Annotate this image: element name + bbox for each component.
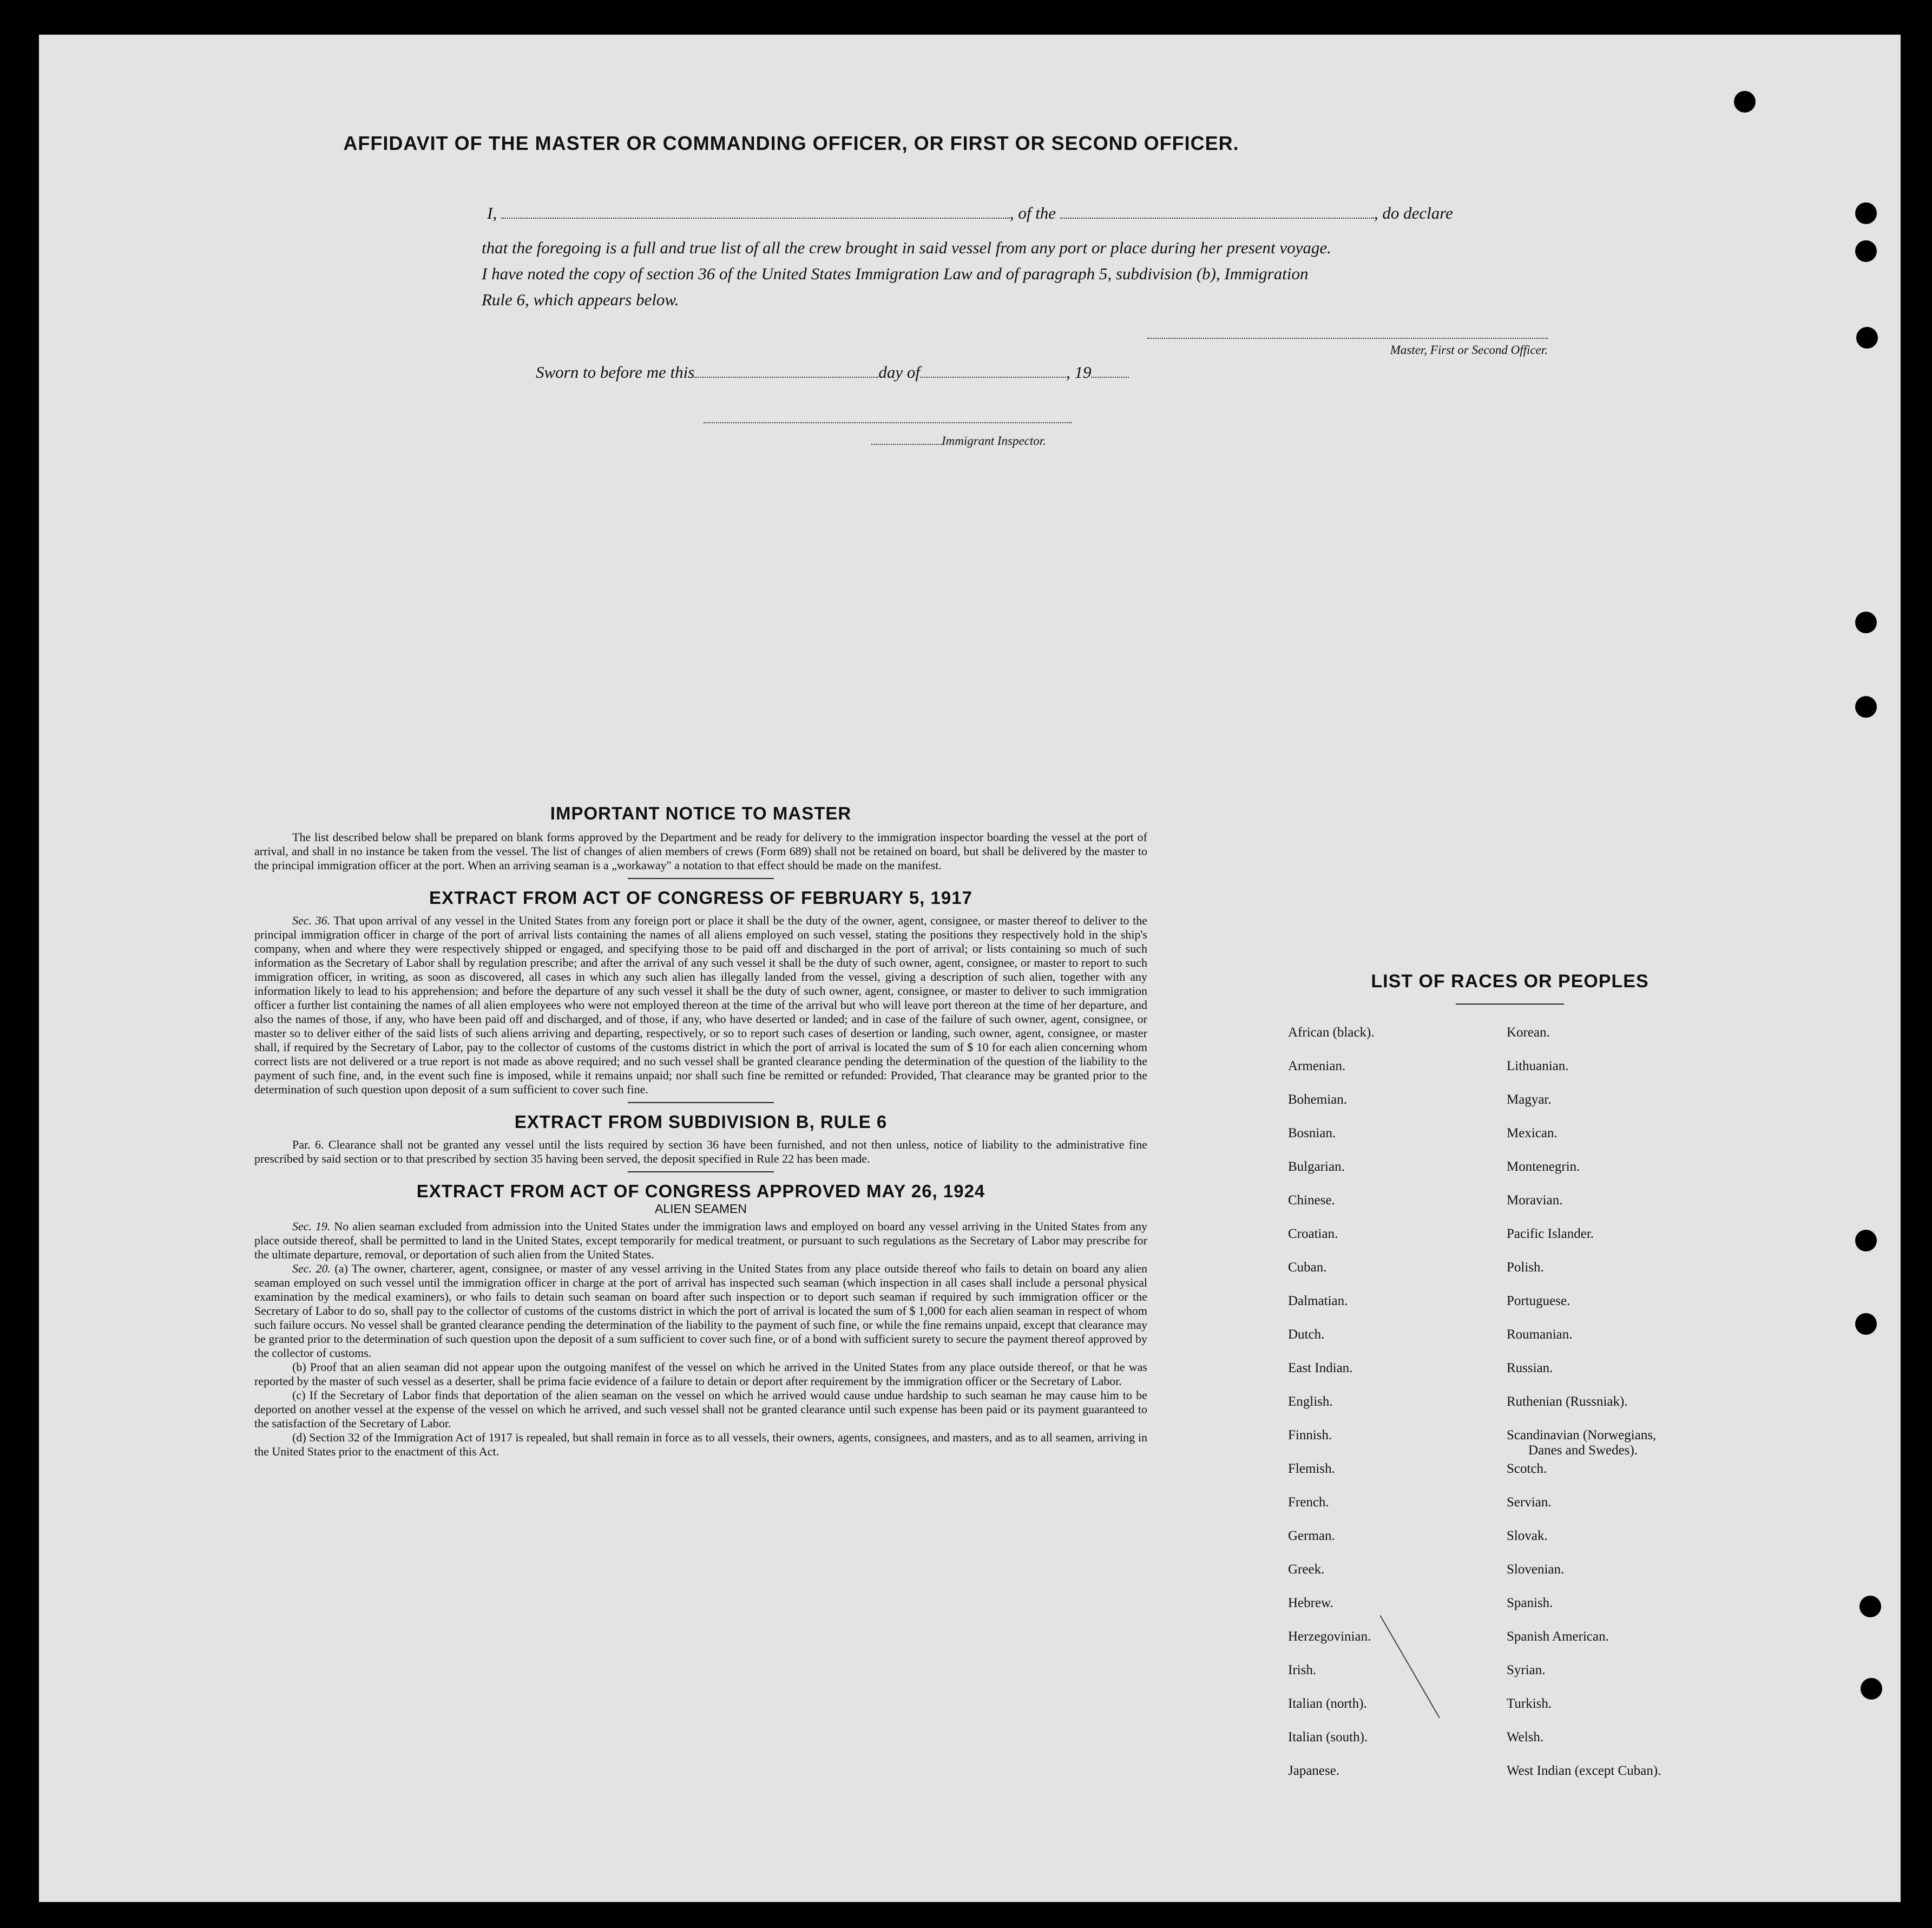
sworn-month-blank: [920, 376, 1066, 378]
race-item: Scotch.: [1507, 1461, 1547, 1476]
declarant-name-blank: [501, 217, 1010, 219]
race-item: Herzegovinian.: [1288, 1629, 1371, 1644]
inspector-label-line: [871, 434, 1046, 448]
race-item: Italian (south).: [1288, 1730, 1368, 1745]
race-item: Slovak.: [1507, 1529, 1548, 1543]
document-page: [39, 35, 1901, 1902]
race-item: Syrian.: [1507, 1663, 1546, 1677]
sworn-day-label: day of: [878, 363, 920, 382]
affidavit-body-line: I have noted the copy of section 36 of the United States Immigration Law and of paragraph 5, subdivision (b), Immigration: [482, 264, 1309, 283]
race-item: Armenian.: [1288, 1059, 1346, 1073]
race-item: Cuban.: [1288, 1260, 1327, 1275]
race-item: French.: [1288, 1495, 1329, 1510]
sec-19-text: No alien seaman excluded from admission into the United States under the immigration laws and employed on board any vessel arriving in the United States from any place outside thereof, shall be permitted to land in the United States, except temporarily for medical treatment, or pursuant to such regulations as the Secretary of Labor may prescribe for the ultimate departure, removal, or deportation of such alien from the United States.: [254, 1219, 1148, 1261]
race-item: Slovenian.: [1507, 1562, 1565, 1577]
race-item: East Indian.: [1288, 1361, 1353, 1375]
race-item: Portuguese.: [1507, 1294, 1570, 1308]
punch-hole: [1859, 1596, 1881, 1617]
race-item: African (black).: [1288, 1025, 1375, 1040]
race-item: Flemish.: [1288, 1461, 1335, 1476]
divider: [628, 878, 774, 879]
affidavit-body: [482, 235, 1553, 313]
race-item: Scandinavian (Norwegians,: [1507, 1428, 1657, 1442]
race-item: Lithuanian.: [1507, 1059, 1569, 1073]
race-item: Bulgarian.: [1288, 1159, 1345, 1174]
affidavit-body-line: that the foregoing is a full and true list of all the crew brought in said vessel from any port or place during her present voyage.: [482, 238, 1331, 257]
race-item: Pacific Islander.: [1507, 1227, 1594, 1241]
divider: [628, 1171, 774, 1172]
race-item: Welsh.: [1507, 1730, 1544, 1745]
sec-20b-text: (b) Proof that an alien seaman did not appear upon the outgoing manifest of the vessel on which he arrived in the United States from any place outside thereof, or that he was reported by the master of such vessel as a deserter, shall be prima facie evidence of a failure to detain or deport after requirement by the immigration officer or the Secretary of Labor.: [254, 1360, 1147, 1388]
declarant-prefix: I,: [487, 204, 497, 222]
race-item: Japanese.: [1288, 1763, 1340, 1778]
race-item: Finnish.: [1288, 1428, 1332, 1442]
race-item: Bohemian.: [1288, 1092, 1348, 1107]
punch-hole: [1855, 696, 1877, 718]
inspector-name-blank: [871, 443, 942, 445]
race-item-continuation: Danes and Swedes).: [1528, 1443, 1638, 1458]
sec-20d-text: (d) Section 32 of the Immigration Act of 1917 is repealed, but shall remain in force as to all vessels, their owners, agents, consignees, and masters, and as to all seamen, arriving in the United States prior to the enactment of this Act.: [254, 1431, 1147, 1458]
race-item: Dalmatian.: [1288, 1294, 1348, 1308]
notice-text: The list described below shall be prepared on blank forms approved by the Department and be ready for delivery to the immigration inspector boarding the vessel at the port of arrival, and shall in no instance be taken from the vessel. The list of changes of alien members of crews (Form 689) shall not be retained on board, but shall be delivered by the master to the principal immigration officer at the port. When an arriving seaman is a „workaway" a notation to that effect should be made on the manifest.: [254, 830, 1147, 872]
race-item: Spanish American.: [1507, 1629, 1609, 1644]
races-title: LIST OF RACES OR PEOPLES: [1371, 971, 1649, 992]
vessel-name-blank: [1060, 217, 1374, 219]
rule-6-text: Par. 6. Clearance shall not be granted any vessel until the lists required by section 36 have been furnished, and not then unless, notice of liability to the administrative fine prescribed by said section or to that prescribed by section 35 having been served, the deposit specified in Rule 22 has been made.: [254, 1138, 1147, 1165]
sec-20c-text: (c) If the Secretary of Labor finds that deportation of the alien seaman on the vessel on which he arrived would cause undue hardship to such seaman he may cause him to be deported on another vessel at the expense of the vessel on which he arrived, and such vessel shall not be granted clearance until such expense has been paid or its payment guaranteed to the satisfaction of the Secretary of Labor.: [254, 1388, 1147, 1430]
sworn-prefix: Sworn to before me this: [536, 363, 695, 382]
sworn-year-label: , 19: [1066, 363, 1092, 382]
race-item: Roumanian.: [1507, 1327, 1573, 1342]
sec-20-label: Sec. 20.: [292, 1262, 331, 1275]
race-item: Croatian.: [1288, 1227, 1338, 1241]
punch-hole: [1856, 327, 1878, 349]
affidavit-body-line: Rule 6, which appears below.: [482, 290, 679, 309]
rule-6-title: EXTRACT FROM SUBDIVISION B, RULE 6: [514, 1112, 888, 1132]
punch-hole: [1855, 240, 1877, 262]
race-item: Chinese.: [1288, 1193, 1335, 1208]
declare-suffix: , do declare: [1374, 204, 1453, 222]
sworn-date-blank: [694, 376, 878, 378]
affidavit-declaration-line: [487, 204, 1548, 223]
affidavit-title: AFFIDAVIT OF THE MASTER OR COMMANDING OFFICER, OR FIRST OR SECOND OFFICER.: [343, 132, 1239, 154]
inspector-signature-line: [704, 422, 1072, 423]
race-item: West Indian (except Cuban).: [1507, 1763, 1661, 1778]
race-item: Ruthenian (Russniak).: [1507, 1394, 1628, 1409]
race-item: Moravian.: [1507, 1193, 1563, 1208]
race-item: Korean.: [1507, 1025, 1550, 1040]
races-title-underline: [1456, 1004, 1564, 1005]
punch-hole: [1855, 612, 1877, 633]
punch-hole: [1855, 1313, 1877, 1335]
race-item: Polish.: [1507, 1260, 1544, 1275]
race-item: Mexican.: [1507, 1126, 1558, 1140]
sworn-line: [536, 363, 1129, 382]
act-1917-text: That upon arrival of any vessel in the United States from any foreign port or place it shall be the duty of the owner, agent, consignee, or master thereof to deliver to the principal immigration officer in charge of the port of arrival lists containing the names of all aliens employed on such vessel, stating the positions they respectively hold in the ship's company, when and where they were respectively shipped or engaged, and specifying those to be paid off and discharged in the port of arrival; or lists containing so much of such information as the Secretary of Labor shall by regulation prescribe; and after the arrival of any such vessel it shall be the duty of such owner, agent, consignee, or master to report to such immigration officer, in writing, as soon as discovered, all cases in which any such alien has illegally landed from the vessel, giving a description of such alien, together with any information likely to lead to his apprehension; and before the departure of any such vessel it shall be the duty of such owner, agent, consignee, or master to deliver to such immigration officer a further list containing the names of all alien employees who were not employed thereon at the time of the arrival but who will leave port thereon at the time of her departure, and also the names of those, if any, who have been paid off and discharged, and of those, if any, who have deserted or landed; and in case of the failure of such owner, agent, consignee, or master so to deliver either of the said lists of such aliens arriving and departing, respectively, or so to report such cases of desertion or landing, such owner, agent, consignee, or master shall, if required by the Secretary of Labor, pay to the collector of customs of the customs district in which the port of arrival is located the sum of $ 10 for each alien concerning whom correct lists are not delivered or a true report is not made as above required; and no such vessel shall be granted clearance pending the determination of the question of the liability to the payment of such fine, and, in the event such fine is imposed, while it remains unpaid; nor shall such fine be remitted or refunded: Provided, That clearance may be granted prior to the determination of such question upon deposit of a sum sufficient to cover such fine.: [254, 914, 1148, 1096]
sec-20a-text: (a) The owner, charterer, agent, consignee, or master of any vessel arriving in the United States from any place outside thereof who fails to detain on board any alien seaman employed on such vessel until the immigration officer in charge at the port of arrival has inspected such seaman (which inspection in all cases shall include a personal physical examination by the medical examiners), or who fails to detain such seaman on board after such inspection or to deport such seaman if required by such immigration officer or the Secretary of Labor to do so, shall pay to the collector of customs of the customs district in which the port of arrival is located the sum of $ 1,000 for each alien seaman in respect of whom such failure occurs. No vessel shall be granted clearance pending the determination of the liability to the payment of such fine, or while the fine remains unpaid, except that clearance may be granted prior to the determination of such question upon the deposit of a sum sufficient to cover such fine, or of a bond with sufficient surety to secure the payment thereof approved by the collector of customs.: [254, 1262, 1148, 1360]
punch-hole: [1861, 1678, 1882, 1700]
notice-title: IMPORTANT NOTICE TO MASTER: [550, 803, 852, 823]
act-1917-sec-label: Sec. 36.: [292, 914, 331, 927]
race-item: Dutch.: [1288, 1327, 1325, 1342]
punch-hole: [1855, 202, 1877, 224]
race-item: Magyar.: [1507, 1092, 1552, 1107]
act-1924-title: EXTRACT FROM ACT OF CONGRESS APPROVED MAY 26, 1924: [416, 1181, 985, 1201]
sec-20a: [254, 1262, 1147, 1360]
race-item: Montenegrin.: [1507, 1159, 1580, 1174]
race-item: Greek.: [1288, 1562, 1325, 1577]
race-item: English.: [1288, 1394, 1333, 1409]
race-item: German.: [1288, 1529, 1335, 1543]
race-item: Bosnian.: [1288, 1126, 1336, 1140]
race-item: Irish.: [1288, 1663, 1317, 1677]
punch-hole: [1734, 91, 1756, 113]
divider: [628, 1102, 774, 1103]
master-signature-line: [1147, 338, 1548, 339]
inspector-label: Immigrant Inspector.: [942, 434, 1046, 448]
race-item: Spanish.: [1507, 1596, 1553, 1610]
master-signature-label: Master, First or Second Officer.: [1390, 343, 1548, 357]
vessel-prefix: , of the: [1009, 204, 1056, 222]
sec-19: [254, 1219, 1147, 1262]
race-item: Servian.: [1507, 1495, 1552, 1510]
sworn-year-blank: [1091, 376, 1129, 378]
act-1924-subtitle: ALIEN SEAMEN: [655, 1202, 747, 1216]
race-item: Hebrew.: [1288, 1596, 1333, 1610]
race-item: Italian (north).: [1288, 1696, 1367, 1711]
race-item: Turkish.: [1507, 1696, 1552, 1711]
race-item: Russian.: [1507, 1361, 1553, 1375]
pencil-stroke: [1380, 1615, 1445, 1723]
sec-19-label: Sec. 19.: [292, 1219, 331, 1233]
act-1917-title: EXTRACT FROM ACT OF CONGRESS OF FEBRUARY 5, 1917: [429, 888, 972, 908]
act-1917-section: [254, 914, 1147, 1097]
legal-extracts-column: [254, 803, 1147, 1459]
punch-hole: [1855, 1230, 1877, 1251]
